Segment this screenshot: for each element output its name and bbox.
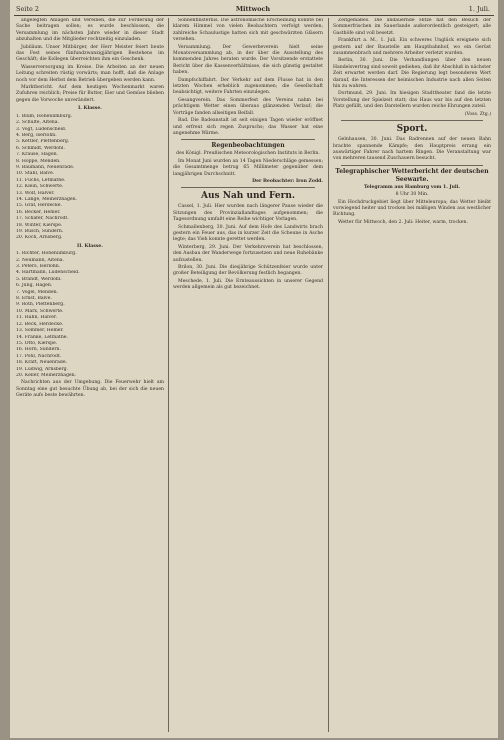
rain-box-signature: Der Beobachter: Iron Zodd. [252,178,323,184]
article-sonnenfinsternis: Sonnenfinsternis. Die astronomische Erscheinung konnte bei klarem Himmel von vielen Beobachtern verfolgt werden; zahlreiche Schaulustige hatten sich mit geschwärzten Gläsern versehen. [173,18,323,43]
list-item: 6. Schmidt, Werdohl. [16,145,65,151]
list-item: 17. Schäfer, Nachrodt. [16,216,69,222]
article-tail: Nachrichten aus der Umgebung. Die Feuerwehr hielt am Sonntag eine gut besuchte Übung ab, bei der sich die neuen Geräte aufs beste bewährten. [16,380,164,399]
list-item: 19. Busch, Sundern. [16,229,64,234]
list-item: 14. Franke, Letmathe. [16,334,68,340]
article-cassel: Cassel, 1. Juli. Hier wurden nach längerer Pause wieder die Sitzungen des Provinziallandtages aufgenommen; die Tagesordnung umfaßt eine Reihe wichtiger Vorlagen. [173,204,323,223]
list-item: 19. Ludwig, Arnsberg. [16,366,69,372]
article-gesangverein: Gesangverein. Das Sommerfest des Vereins nahm bei prächtigem Wetter einen überaus glänzenden Verlauf; die Vorträge fanden allseitigen Beifall. [173,97,323,116]
column-3 [333,18,491,734]
list-item: 4. Berg, Iserlohn. [16,132,57,138]
list-item: 12. Klein, Schwerte. [16,184,64,190]
list-item: 10. Marx, Schwerte. [16,308,64,314]
article-wasser: Wasserversorgung im Kreise. Die Arbeiten an der neuen Leitung schreiten rüstig vorwärts; man hofft, daß die Anlage noch vor dem Herbst dem Betrieb übergeben werden kann. [16,64,164,83]
list-item: 16. Becker, Hemer. [16,209,61,215]
list-item: 3. Peters, Iserlohn. [16,264,61,270]
list-item: 16. Horn, Sundern. [16,347,61,353]
article-versammlung: Versammlung. Der Gewerbeverein hielt seine Monatsversammlung ab, in der über die Ausstellung des kommenden Jahres beraten wurde. Der Vorsitzende erstattete Bericht über die Kassenverhältnisse, die sich günstig gestaltet haben. [173,44,323,76]
page-date: 1. Juli. [468,5,490,13]
rain-box-subtitle: des Königl. Preußischen Meteorologischen Instituts in Berlin. [176,151,320,157]
list-item: 3. Vogt, Lüdenscheid. [16,126,67,132]
list-item: 1. Blum, Hohenlimburg. [16,113,73,119]
list-item: 4. Hartmann, Lüdenscheid. [16,270,80,276]
list-item: 11. Hahn, Halver. [16,315,58,321]
list-item: 1. Richter, Hohenlimburg. [16,251,77,257]
article-source: (Voss. Ztg.) [464,111,491,117]
article-frankfurt: Frankfurt a. M., 1. Juli. Ein schweres Unglück ereignete sich gestern auf der Baustelle am Hauptbahnhof, wo ein Gerüst zusammenbrach und mehrere Arbeiter verletzt wurden. [333,38,491,57]
page-header [16,4,490,14]
list-item: 20. Koch, Arnsberg. [16,235,63,241]
weather-title: Telegraphischer Wetterbericht der deutschen Seewarte. [335,167,489,183]
list-item: 17. Pohl, Nachrodt. [16,353,62,359]
article-schmallenberg: Schmallenberg, 30. Juni. Auf dem Hofe des Landwirts brach gestern ein Feuer aus, das in kurzer Zeit die Scheune in Asche legte; das Vieh konnte gerettet werden. [173,224,323,243]
list-item: 12. Beck, Herdecke. [16,321,64,327]
divider [181,139,315,140]
article-dampfschiff: Dampfschiffahrt. Der Verkehr auf dem Flusse hat in den letzten Wochen erheblich zugenommen; die Gesellschaft beabsichtigt, weitere Fahrten einzulegen. [173,77,323,96]
column-divider-1 [168,18,169,732]
article-markt: Marktbericht. Auf dem heutigen Wochenmarkt waren Zufuhren reichlich; Preise für Butter, Eier und Gemüse blieben gegen die Vorwoche unverändert. [16,85,164,103]
list-item: 9. Baumann, Neuenrade. [16,164,75,170]
list-item: 13. Wolf, Halver. [16,190,55,196]
list-item: 6. Jung, Hagen. [16,283,53,289]
column-divider-2 [328,18,329,732]
list-item: 9. Roth, Plettenberg. [16,302,65,308]
rain-box-title: Regenbeobachtungen [211,142,285,150]
list-item: 13. Sommer, Hemer. [16,328,64,334]
article-berlin: Berlin, 30. Juni. Die Verhandlungen über den neuen Handelsvertrag sind soweit gediehen, daß ihr Abschluß in nächster Zeit erwartet werden darf. Die Regierung legt besonderen Wert darauf, die Interessen der heimischen Industrie nach allen Seiten hin zu wahren. [333,58,491,90]
newspaper-page [10,0,498,738]
list-title-1: I. Klasse. [78,106,102,112]
article-sport: Gelnhausen, 30. Juni. Das Radrennen auf der neuen Bahn brachte spannende Kämpfe; den Hauptpreis errang ein auswärtiger Fahrer nach hartem Ringen. Die Veranstaltung war von mehreren tausend Zuschauern besucht. [333,137,491,162]
page-weekday: Mittwoch [235,5,271,13]
results-list-1 [16,114,164,242]
weather-time: 8 Uhr 30 Min. [395,192,429,198]
header-rule [14,15,494,16]
list-item: 5. Brandt, Werdohl. [16,276,62,282]
list-item: 7. Vogel, Menden. [16,289,59,295]
section-title-nah-fern: Aus Nah und Fern. [200,191,296,202]
list-item: 18. Winter, Kierspe. [16,222,63,228]
weather-forecast: Wetter für Mittwoch, den 2. Juli: Heiter, warm, trocken. [338,219,468,225]
list-item: 2. Schulte, Altena. [16,120,59,126]
list-item: 8. Ernst, Balve. [16,296,52,302]
article-jubilaeum: Jubiläum. Unser Mitbürger, der Herr Meister feiert heute das Fest seines fünfundzwanzigjährigen Bestehens im Geschäft; die Kollegen überreichten ihm ein Geschenk. [16,44,164,63]
list-title-2: II. Klasse. [77,243,103,249]
list-item: 10. Stahl, Balve. [16,171,55,177]
divider [341,120,483,121]
list-item: 18. Kraft, Neuenrade. [16,360,68,366]
rain-box-text: Im Monat Juni wurden an 14 Tagen Niederschläge gemessen; die Gesamtmenge betrug 65 Millimeter gegenüber dem langjährigen Durchschnitt. [173,158,323,177]
page-number: Seite 2 [16,5,40,13]
column-2 [173,18,323,734]
article-winterberg: Winterberg, 29. Juni. Der Verkehrsverein hat beschlossen, den Ausbau der Wanderwege fortzusetzen und neue Ruhebänke aufzustellen. [173,244,323,263]
divider [341,165,483,166]
article-zeitgemaess: Zeitgemäßes. Die andauernde Hitze hat den Besuch der Sommerfrischen im Sauerlande außerordentlich gesteigert; alle Gasthöfe sind voll besetzt. [333,18,491,36]
list-item: 15. Graf, Herdecke. [16,203,62,209]
article-dortmund: Dortmund, 29. Juni. Im hiesigen Stadttheater fand die letzte Vorstellung der Spielzeit statt; das Haus war bis auf den letzten Platz gefüllt, und den Darstellern wurden reiche Ehrungen zuteil. [333,91,491,110]
article-meschede: Meschede, 1. Juli. Die Ernteaussichten in unserer Gegend werden allgemein als gut bezeichnet. [173,278,323,291]
list-item: 11. Fuchs, Letmathe. [16,177,66,183]
list-item: 14. Lange, Meinerzhagen. [16,196,78,202]
section-title-sport: Sport. [396,124,428,135]
article-intro: angelegten Anlagen und Vereinen, die zur Förderung der Sache beitragen sollen; es wurde beschlossen, die Versammlung im nächsten Jahre wieder in dieser Stadt abzuhalten und die Mitglieder rechtzeitig einzuladen. [16,18,164,43]
weather-text: Ein Hochdruckgebiet liegt über Mitteleuropa; das Wetter bleibt vorwiegend heiter und trocken bei mäßigen Winden aus westlicher Richtung. [333,199,491,218]
results-list-2 [16,251,164,379]
list-item: 2. Neumann, Altena. [16,257,64,263]
divider [181,187,315,188]
list-item: 8. Hoppe, Menden. [16,158,61,164]
list-item: 5. Kettler, Plettenberg. [16,139,70,145]
list-item: 20. Keller, Meinerzhagen. [16,372,77,378]
list-item: 15. Otto, Kierspe. [16,340,58,346]
list-item: 7. Krause, Hagen. [16,152,58,158]
article-brilon: Brilon, 30. Juni. Die diesjährige Schützenfeier wurde unter großer Beteiligung der Bevölkerung festlich begangen. [173,265,323,277]
column-1 [16,18,164,734]
weather-subtitle: Telegramm aus Hamburg vom 1. Juli. [363,184,461,190]
article-bad: Bad. Die Badeanstalt ist seit einigen Tagen wieder eröffnet und erfreut sich regen Zuspruchs; das Wasser hat eine angenehme Wärme. [173,118,323,136]
